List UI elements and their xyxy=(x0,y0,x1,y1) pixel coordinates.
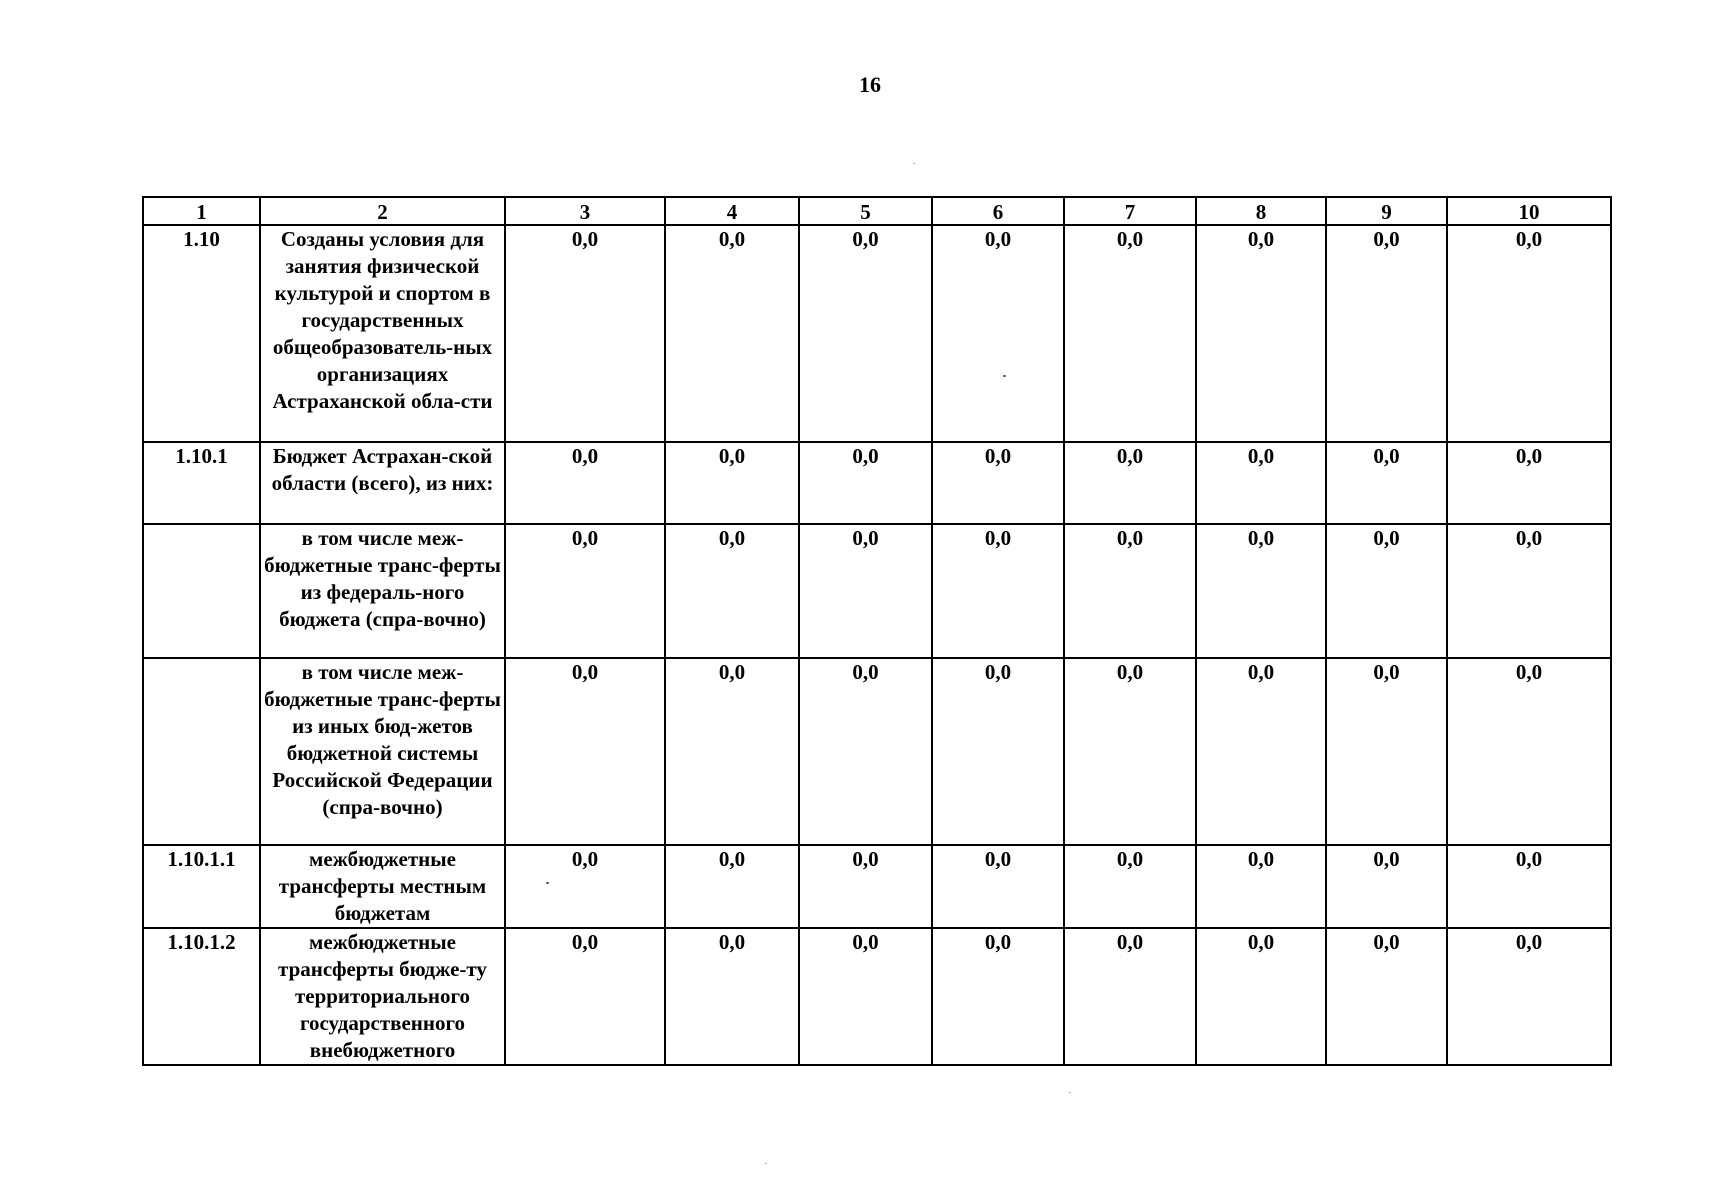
value-cell: 0,0 xyxy=(665,845,799,928)
value-cell: 0,0 xyxy=(665,524,799,658)
value-cell: 0,0 xyxy=(1064,225,1196,442)
value-cell: 0,0 xyxy=(799,845,932,928)
value-cell: 0,0 xyxy=(1326,845,1447,928)
value-cell: 0,0 xyxy=(1326,225,1447,442)
budget-table xyxy=(142,196,1612,1066)
header-cell: 2 xyxy=(260,197,505,225)
value-cell: 0,0 xyxy=(1326,442,1447,524)
value-cell: 0,0 xyxy=(1196,524,1326,658)
table-row xyxy=(143,658,1611,845)
scan-speck xyxy=(913,163,915,164)
value-cell: 0,0 xyxy=(799,524,932,658)
header-cell: 8 xyxy=(1196,197,1326,225)
value-cell: 0,0 xyxy=(1064,928,1196,1065)
value-cell: 0,0 xyxy=(1196,928,1326,1065)
scan-speck xyxy=(765,1163,767,1164)
row-description: Бюджет Астрахан-ской области (всего), из них: xyxy=(260,442,505,524)
table-row xyxy=(143,442,1611,524)
value-cell: 0,0 xyxy=(1326,928,1447,1065)
header-cell: 6 xyxy=(932,197,1064,225)
row-description: в том числе меж-бюджетные транс-ферты из иных бюд-жетов бюджетной системы Российской Федерации (спра-вочно) xyxy=(260,658,505,845)
row-description: в том числе меж-бюджетные транс-ферты из федераль-ного бюджета (спра-вочно) xyxy=(260,524,505,658)
header-cell: 10 xyxy=(1447,197,1611,225)
value-cell: 0,0 xyxy=(665,442,799,524)
scan-speck xyxy=(546,882,549,884)
header-cell: 7 xyxy=(1064,197,1196,225)
value-cell: 0,0 xyxy=(932,442,1064,524)
scan-speck xyxy=(1069,1092,1071,1093)
row-code: 1.10 xyxy=(143,225,260,442)
row-description: межбюджетные трансферты бюдже-ту территориального государственного внебюджетного xyxy=(260,928,505,1065)
row-code: 1.10.1 xyxy=(143,442,260,524)
page-number: 16 xyxy=(859,72,881,97)
value-cell: 0,0 xyxy=(932,658,1064,845)
header-cell: 9 xyxy=(1326,197,1447,225)
value-cell: 0,0 xyxy=(505,524,665,658)
value-cell: 0,0 xyxy=(1064,442,1196,524)
value-cell: 0,0 xyxy=(799,658,932,845)
value-cell: 0,0 xyxy=(799,442,932,524)
header-cell: 5 xyxy=(799,197,932,225)
row-code: 1.10.1.1 xyxy=(143,845,260,928)
header-row xyxy=(143,197,1611,225)
value-cell: 0,0 xyxy=(1447,225,1611,442)
value-cell: 0,0 xyxy=(1447,658,1611,845)
value-cell: 0,0 xyxy=(505,845,665,928)
value-cell: 0,0 xyxy=(932,524,1064,658)
row-code: 1.10.1.2 xyxy=(143,928,260,1065)
value-cell: 0,0 xyxy=(1196,442,1326,524)
value-cell: 0,0 xyxy=(1196,658,1326,845)
value-cell: 0,0 xyxy=(1064,845,1196,928)
value-cell: 0,0 xyxy=(1196,225,1326,442)
table-row xyxy=(143,524,1611,658)
scan-speck xyxy=(1003,375,1006,377)
table-row xyxy=(143,845,1611,928)
value-cell: 0,0 xyxy=(932,845,1064,928)
value-cell: 0,0 xyxy=(1447,928,1611,1065)
value-cell: 0,0 xyxy=(932,928,1064,1065)
value-cell: 0,0 xyxy=(1064,658,1196,845)
row-code xyxy=(143,524,260,658)
row-code xyxy=(143,658,260,845)
table-row xyxy=(143,225,1611,442)
table-row xyxy=(143,928,1611,1065)
value-cell: 0,0 xyxy=(505,928,665,1065)
value-cell: 0,0 xyxy=(1447,845,1611,928)
value-cell: 0,0 xyxy=(665,658,799,845)
value-cell: 0,0 xyxy=(505,442,665,524)
header-cell: 1 xyxy=(143,197,260,225)
value-cell: 0,0 xyxy=(932,225,1064,442)
value-cell: 0,0 xyxy=(799,225,932,442)
value-cell: 0,0 xyxy=(1326,524,1447,658)
value-cell: 0,0 xyxy=(1326,658,1447,845)
value-cell: 0,0 xyxy=(1447,524,1611,658)
row-description: Созданы условия для занятия физической культурой и спортом в государственных общеобразователь-ных организациях Астраханской обла-сти xyxy=(260,225,505,442)
header-cell: 3 xyxy=(505,197,665,225)
value-cell: 0,0 xyxy=(799,928,932,1065)
value-cell: 0,0 xyxy=(1447,442,1611,524)
value-cell: 0,0 xyxy=(1196,845,1326,928)
header-cell: 4 xyxy=(665,197,799,225)
value-cell: 0,0 xyxy=(505,225,665,442)
value-cell: 0,0 xyxy=(1064,524,1196,658)
value-cell: 0,0 xyxy=(665,225,799,442)
value-cell: 0,0 xyxy=(505,658,665,845)
value-cell: 0,0 xyxy=(665,928,799,1065)
row-description: межбюджетные трансферты местным бюджетам xyxy=(260,845,505,928)
